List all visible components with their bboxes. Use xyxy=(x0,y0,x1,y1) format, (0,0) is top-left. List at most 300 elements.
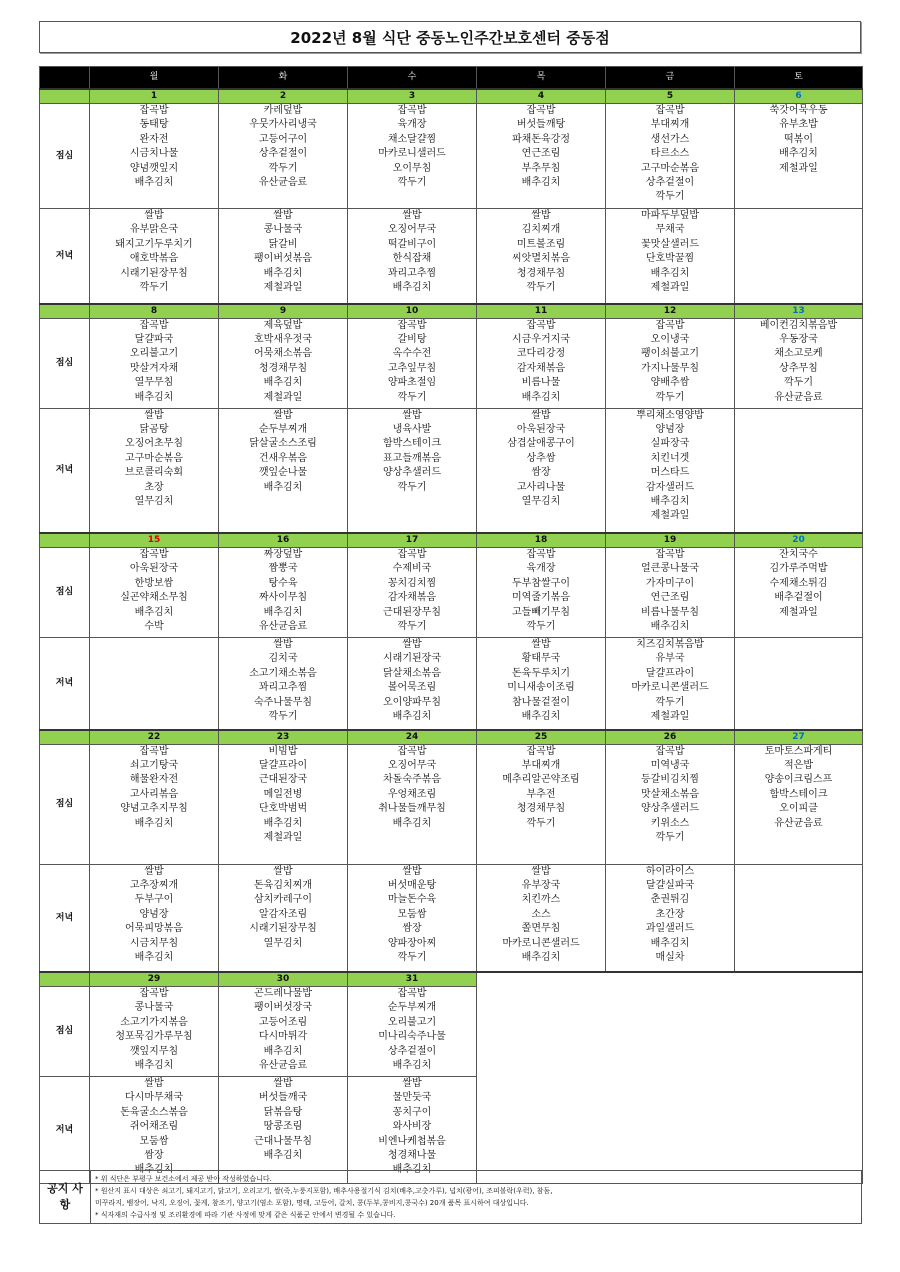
notice-line: * 원산지 표시 대상은 쇠고기, 돼지고기, 닭고기, 오리고기, 쌀(죽,누룽지포함), 배추사용절기식 김치(배추,고춧가루), 넙치(광어), 조피볼락(우럭), 참돔, xyxy=(95,1187,553,1195)
dinner-menu-cell xyxy=(219,638,348,730)
menu-item: 쌀밥 xyxy=(402,210,422,221)
menu-item: 깍두기 xyxy=(526,621,556,633)
menu-item: 제철과일 xyxy=(779,162,818,174)
menu-item: 깍두기 xyxy=(397,951,427,963)
date-cell: 26 xyxy=(606,730,735,745)
menu-item: 제철과일 xyxy=(650,282,690,294)
lunch-menu-cell xyxy=(606,548,735,638)
menu-item: 콩나물국 xyxy=(134,1002,174,1014)
menu-item: 청경채무침 xyxy=(516,267,566,279)
menu-item: 쌀밥 xyxy=(402,409,422,421)
menu-item: 상추무침 xyxy=(779,362,818,374)
menu-item: 두부구이 xyxy=(134,894,174,906)
menu-item: 미나리숙주나물 xyxy=(378,1031,446,1043)
menu-item: 깍두기 xyxy=(397,177,427,189)
menu-item: 꽁치구이 xyxy=(392,1106,432,1118)
menu-item: 콩나물국 xyxy=(263,224,303,236)
menu-item: 유산균음료 xyxy=(258,621,308,633)
menu-item: 깍두기 xyxy=(526,282,556,294)
dinner-menu-cell xyxy=(477,408,606,533)
menu-item: 깻잎순나물 xyxy=(258,467,308,479)
menu-item: 팽이쇠불고기 xyxy=(641,348,699,360)
menu-item: 함박스테이크 xyxy=(769,788,828,800)
menu-item: 떡볶이 xyxy=(784,133,813,145)
menu-item: 비름나물무침 xyxy=(641,606,699,618)
menu-item: 유부맑은국 xyxy=(129,224,179,236)
dinner-menu-cell xyxy=(735,864,863,972)
date-cell: 29 xyxy=(90,972,219,987)
dinner-menu-cell xyxy=(348,1077,477,1184)
menu-item: 단호박범벅 xyxy=(258,803,308,815)
menu-item: 배추김치 xyxy=(134,817,174,829)
menu-item: 잡곡밥 xyxy=(397,549,427,560)
menu-table xyxy=(39,66,863,1184)
menu-item: 잡곡밥 xyxy=(139,319,169,331)
lunch-menu-cell xyxy=(735,744,863,864)
menu-item: 맛살겨자채 xyxy=(129,362,179,374)
menu-item: 채소고로케 xyxy=(774,348,823,360)
menu-item: 상추쌈 xyxy=(526,452,556,464)
menu-item: 타르소스 xyxy=(650,148,690,160)
menu-item: 베이컨김치볶음밥 xyxy=(759,319,838,331)
menu-item: 잡곡밥 xyxy=(139,105,169,116)
menu-item: 닭살굴소스조림 xyxy=(249,438,317,450)
menu-item: 연근조림 xyxy=(650,592,690,604)
menu-item: 팽이버섯장국 xyxy=(254,1002,312,1014)
lunch-menu-cell xyxy=(348,104,477,209)
menu-item: 유산균음료 xyxy=(774,817,823,829)
menu-item: 배추김치 xyxy=(521,951,561,963)
menu-item: 쌀밥 xyxy=(273,639,293,650)
dinner-menu-cell xyxy=(606,864,735,972)
menu-item: 마늘돈수육 xyxy=(387,894,437,906)
menu-item: 고구마순볶음 xyxy=(641,162,699,174)
menu-item: 우뭇가사리냉국 xyxy=(249,119,317,131)
menu-item: 오이무침 xyxy=(392,162,432,174)
menu-item: 마카로니콘샐러드 xyxy=(631,682,709,694)
menu-item: 메추리알곤약조림 xyxy=(502,774,580,786)
menu-item: 양파장아찌 xyxy=(387,937,437,949)
menu-item: 배추겉절이 xyxy=(774,592,823,604)
dinner-label: 저녁 xyxy=(40,864,90,972)
menu-item: 잡곡밥 xyxy=(139,988,169,999)
menu-item: 제철과일 xyxy=(650,510,690,522)
menu-item: 상추겉절이 xyxy=(258,148,308,160)
lunch-menu-cell xyxy=(735,548,863,638)
menu-item: 치킨너겟 xyxy=(650,452,690,464)
menu-item: 상추겉절이 xyxy=(387,1045,437,1057)
menu-item: 가자미구이 xyxy=(645,577,695,589)
menu-item: 와사비장 xyxy=(392,1121,432,1133)
lunch-menu-cell xyxy=(348,987,477,1077)
dinner-menu-cell xyxy=(606,408,735,533)
lunch-menu-cell xyxy=(219,744,348,864)
menu-item: 실파장국 xyxy=(650,438,690,450)
menu-item: 한방보쌈 xyxy=(134,577,174,589)
menu-item: 유산균음료 xyxy=(774,391,823,403)
menu-item: 제철과일 xyxy=(263,391,303,403)
menu-item: 김치찌개 xyxy=(521,224,561,236)
header-corner xyxy=(40,67,90,90)
menu-item: 근대된장무침 xyxy=(383,606,441,618)
menu-item: 고사리나물 xyxy=(516,481,566,493)
menu-item: 깍두기 xyxy=(655,391,685,403)
menu-item: 마카로니샐러드 xyxy=(378,148,446,160)
date-cell: 12 xyxy=(606,304,735,319)
date-row-label-cell xyxy=(40,89,90,104)
menu-item: 등갈비김치찜 xyxy=(641,774,699,786)
menu-item: 양념장 xyxy=(139,908,169,920)
menu-item: 연근조림 xyxy=(521,148,561,160)
menu-item: 토마토스파게티 xyxy=(764,745,833,757)
menu-item: 배추김치 xyxy=(779,148,818,160)
date-cell: 4 xyxy=(477,89,606,104)
menu-item: 육개장 xyxy=(397,119,427,131)
menu-item: 달걀프라이 xyxy=(645,667,695,679)
menu-item: 알감자조림 xyxy=(258,908,308,920)
menu-item: 탕수육 xyxy=(268,577,298,589)
menu-item: 해물완자전 xyxy=(129,774,179,786)
dinner-menu-cell xyxy=(219,408,348,533)
menu-item: 소고기채소볶음 xyxy=(249,667,317,679)
weekday-header: 수 xyxy=(348,67,477,90)
date-cell: 16 xyxy=(219,533,348,548)
menu-item: 초간장 xyxy=(655,908,685,920)
date-cell: 22 xyxy=(90,730,219,745)
menu-item: 참나물겉절이 xyxy=(512,696,570,708)
date-row xyxy=(40,89,863,104)
dinner-menu-cell xyxy=(348,408,477,533)
menu-item: 쌀밥 xyxy=(144,865,164,877)
menu-item: 황태무국 xyxy=(521,653,561,665)
menu-item: 시래기된장국 xyxy=(383,653,441,665)
menu-item: 쌀밥 xyxy=(402,865,422,877)
dinner-menu-cell xyxy=(735,638,863,730)
lunch-row xyxy=(40,548,863,638)
lunch-menu-cell xyxy=(735,318,863,408)
menu-item: 육개장 xyxy=(526,563,556,575)
menu-item: 양상추샐러드 xyxy=(383,467,441,479)
menu-item: 오이양파무침 xyxy=(383,696,441,708)
menu-item: 시금치나물 xyxy=(129,148,179,160)
menu-item: 비름나물 xyxy=(521,377,561,389)
menu-item: 고들빼기무침 xyxy=(512,606,570,618)
menu-item: 양념깻잎지 xyxy=(129,162,179,174)
menu-item: 배추김치 xyxy=(263,377,303,389)
menu-item: 차돌숙주볶음 xyxy=(383,774,441,786)
menu-item: 깍두기 xyxy=(397,621,427,633)
menu-item: 배추김치 xyxy=(134,606,174,618)
menu-item: 배추김치 xyxy=(650,267,690,279)
menu-item: 한식잡채 xyxy=(392,253,432,265)
menu-item: 청포묵김가루무침 xyxy=(115,1031,193,1043)
menu-item: 고구마순볶음 xyxy=(125,452,183,464)
dinner-menu-cell xyxy=(606,638,735,730)
menu-item: 유산균음료 xyxy=(258,177,308,189)
menu-item: 갈비탕 xyxy=(397,333,427,345)
menu-item: 배추김치 xyxy=(134,1060,174,1072)
page-title: 2022년 8월 식단 중동노인주간보호센터 중동점 xyxy=(39,21,861,53)
menu-item: 유부초밥 xyxy=(779,119,818,131)
menu-item: 쥐어채조림 xyxy=(129,1121,179,1133)
date-cell: 23 xyxy=(219,730,348,745)
menu-item: 꽈리고추찜 xyxy=(387,267,437,279)
menu-item: 쫄면무침 xyxy=(521,923,561,935)
date-cell: 10 xyxy=(348,304,477,319)
weekday-header: 화 xyxy=(219,67,348,90)
menu-item: 우엉채조림 xyxy=(387,788,437,800)
menu-item: 삼겹살애콩구이 xyxy=(507,438,575,450)
menu-item: 과일샐러드 xyxy=(645,923,695,935)
notice-line: 미꾸라지, 뱀장어, 낙지, 오징어, 꽃게, 참조기, 양고기(염소 포함), 명태, 고등어, 갈치, 콩(두부,콩비지,콩국수) 20개 품목 표시하여 대상입니다. xyxy=(95,1199,529,1207)
menu-item: 완자전 xyxy=(139,133,169,145)
menu-item: 유부국 xyxy=(655,653,685,665)
menu-item: 잡곡밥 xyxy=(526,745,556,757)
dinner-label: 저녁 xyxy=(40,209,90,304)
menu-item: 잡곡밥 xyxy=(655,745,685,757)
menu-item: 쌀밥 xyxy=(402,1078,422,1089)
lunch-menu-cell xyxy=(477,318,606,408)
menu-item: 팽이버섯볶음 xyxy=(254,253,312,265)
menu-item: 제육덮밥 xyxy=(263,319,303,331)
menu-item: 제철과일 xyxy=(263,831,303,843)
date-row-label-cell xyxy=(40,533,90,548)
weekday-header-row xyxy=(40,67,863,90)
empty-area xyxy=(477,972,863,1184)
menu-item: 우동장국 xyxy=(779,333,818,345)
menu-item: 감자채볶음 xyxy=(516,362,566,374)
date-row-label-cell xyxy=(40,972,90,987)
menu-item: 배추김치 xyxy=(392,817,432,829)
menu-item: 동태탕 xyxy=(139,119,169,131)
menu-item: 고추잎무침 xyxy=(387,362,437,374)
dinner-row xyxy=(40,864,863,972)
menu-item: 김가루주먹밥 xyxy=(769,563,828,575)
dinner-menu-cell xyxy=(348,638,477,730)
menu-item: 코다리강정 xyxy=(516,348,566,360)
dinner-menu-cell xyxy=(735,209,863,304)
menu-item: 제철과일 xyxy=(650,711,690,723)
menu-item: 깍두기 xyxy=(397,391,427,403)
date-cell: 11 xyxy=(477,304,606,319)
menu-item: 깻잎지무침 xyxy=(129,1045,179,1057)
dinner-menu-cell xyxy=(606,209,735,304)
menu-item: 냉육사발 xyxy=(392,423,432,435)
menu-item: 잡곡밥 xyxy=(139,549,169,560)
menu-item: 땅콩조림 xyxy=(263,1121,303,1133)
dinner-menu-cell xyxy=(90,864,219,972)
menu-item: 오이냉국 xyxy=(650,333,690,345)
menu-item: 닭살채소볶음 xyxy=(383,667,441,679)
menu-item: 표고들깨볶음 xyxy=(383,452,441,464)
date-cell: 3 xyxy=(348,89,477,104)
menu-item: 아욱된장국 xyxy=(516,423,566,435)
menu-item: 배추김치 xyxy=(134,951,174,963)
menu-item: 유산균음료 xyxy=(258,1060,308,1072)
menu-item: 단호박꿀찜 xyxy=(645,253,695,265)
date-cell: 6 xyxy=(735,89,863,104)
menu-item: 삼치카레구이 xyxy=(254,894,312,906)
menu-item: 모둠쌈 xyxy=(139,1135,169,1147)
dinner-menu-cell xyxy=(477,638,606,730)
dinner-menu-cell xyxy=(477,864,606,972)
menu-item: 배추김치 xyxy=(392,1060,432,1072)
date-row xyxy=(40,533,863,548)
date-cell: 27 xyxy=(735,730,863,745)
menu-item: 시래기된장무침 xyxy=(249,923,317,935)
menu-item: 수제채소튀김 xyxy=(769,577,828,589)
menu-item: 파채돈육강정 xyxy=(512,133,570,145)
menu-item: 달걀프라이 xyxy=(258,759,308,771)
dinner-menu-cell xyxy=(735,408,863,533)
date-cell: 1 xyxy=(90,89,219,104)
menu-item: 쌀밥 xyxy=(531,409,551,421)
menu-item: 잡곡밥 xyxy=(397,319,427,331)
menu-item: 미니새송이조림 xyxy=(507,682,575,694)
menu-item: 닭갈비 xyxy=(268,238,298,250)
menu-item: 깍두기 xyxy=(526,817,556,829)
menu-item: 쌀밥 xyxy=(273,865,293,877)
menu-item: 함박스테이크 xyxy=(383,438,441,450)
menu-item: 하이라이스 xyxy=(645,865,695,877)
lunch-menu-cell xyxy=(90,744,219,864)
dinner-menu-cell xyxy=(90,209,219,304)
date-cell: 19 xyxy=(606,533,735,548)
menu-item: 고추장찌개 xyxy=(129,879,179,891)
menu-item: 돈육두루치기 xyxy=(512,667,570,679)
menu-item: 잡곡밥 xyxy=(526,319,556,331)
menu-item: 배추김치 xyxy=(263,1150,303,1162)
dinner-label: 저녁 xyxy=(40,1077,90,1184)
menu-item: 마카로니콘샐러드 xyxy=(502,937,580,949)
menu-item: 쌀밥 xyxy=(144,210,164,221)
menu-item: 배추김치 xyxy=(134,391,174,403)
date-cell: 8 xyxy=(90,304,219,319)
menu-item: 다시마무채국 xyxy=(125,1092,183,1104)
dinner-menu-cell xyxy=(90,1077,219,1184)
lunch-label: 점심 xyxy=(40,318,90,408)
menu-item: 제철과일 xyxy=(779,606,818,618)
dinner-menu-cell xyxy=(219,864,348,972)
date-cell: 30 xyxy=(219,972,348,987)
lunch-label: 점심 xyxy=(40,744,90,864)
menu-item: 청경채무침 xyxy=(516,803,566,815)
dinner-row xyxy=(40,638,863,730)
menu-item: 오징어초무침 xyxy=(125,438,183,450)
lunch-row xyxy=(40,318,863,408)
menu-item: 부추무침 xyxy=(521,162,561,174)
menu-item: 배추김치 xyxy=(650,937,690,949)
menu-item: 생선가스 xyxy=(650,133,690,145)
menu-item: 깍두기 xyxy=(397,481,427,493)
menu-item: 소고기가지볶음 xyxy=(120,1016,188,1028)
menu-item: 깍두기 xyxy=(784,377,813,389)
menu-item: 상추겉절이 xyxy=(645,177,695,189)
menu-item: 고등어구이 xyxy=(258,133,308,145)
menu-item: 잡곡밥 xyxy=(526,105,556,116)
menu-item: 오징어무국 xyxy=(387,759,437,771)
menu-item: 미역냉국 xyxy=(650,759,690,771)
menu-item: 취나물들깨무침 xyxy=(378,803,446,815)
menu-item: 머스타드 xyxy=(650,467,690,479)
menu-item: 깍두기 xyxy=(655,831,685,843)
date-cell: 2 xyxy=(219,89,348,104)
menu-item: 배추김치 xyxy=(134,177,174,189)
menu-item: 쑥갓어묵우동 xyxy=(769,105,828,116)
menu-item: 쌀밥 xyxy=(144,409,164,421)
menu-item: 마파두부덮밥 xyxy=(641,210,699,221)
menu-item: 오리불고기 xyxy=(129,348,179,360)
menu-item: 양념장 xyxy=(655,423,685,435)
menu-item: 잔치국수 xyxy=(779,549,818,560)
lunch-menu-cell xyxy=(735,104,863,209)
menu-item: 어묵피망볶음 xyxy=(125,923,183,935)
menu-item: 쌀밥 xyxy=(531,639,551,650)
menu-item: 꽈리고추찜 xyxy=(258,682,308,694)
menu-item: 적은밥 xyxy=(784,759,813,771)
menu-item: 잡곡밥 xyxy=(397,745,427,757)
weekday-header: 금 xyxy=(606,67,735,90)
menu-item: 잡곡밥 xyxy=(139,745,169,757)
menu-item: 키위소스 xyxy=(650,817,690,829)
lunch-label: 점심 xyxy=(40,987,90,1077)
lunch-menu-cell xyxy=(606,318,735,408)
menu-item: 미역줄기볶음 xyxy=(512,592,570,604)
lunch-menu-cell xyxy=(606,744,735,864)
menu-item: 배추김치 xyxy=(650,621,690,633)
dinner-menu-cell xyxy=(219,1077,348,1184)
lunch-menu-cell xyxy=(348,744,477,864)
menu-item: 양파초절임 xyxy=(387,377,437,389)
menu-item: 시금우거지국 xyxy=(512,333,570,345)
menu-item: 가지나물무침 xyxy=(641,362,699,374)
date-row xyxy=(40,972,863,987)
menu-item: 양송이크림스프 xyxy=(764,774,833,786)
menu-item: 배추김치 xyxy=(263,267,303,279)
menu-item: 근대된장국 xyxy=(258,774,308,786)
menu-item: 열무김치 xyxy=(134,495,174,507)
menu-item: 오이피클 xyxy=(779,803,818,815)
menu-item: 잡곡밥 xyxy=(655,105,685,116)
menu-item: 닭곰탕 xyxy=(139,423,169,435)
lunch-row xyxy=(40,744,863,864)
menu-item: 실곤약채소무침 xyxy=(120,592,188,604)
menu-item: 쌈장 xyxy=(144,1150,164,1162)
menu-item: 씨앗멸치볶음 xyxy=(512,253,570,265)
menu-item: 배추김치 xyxy=(392,1164,432,1176)
menu-item: 춘권튀김 xyxy=(650,894,690,906)
dinner-menu-cell xyxy=(90,638,219,730)
notice-label: 공지 사항 xyxy=(40,1171,91,1224)
menu-item: 꽁치김치찜 xyxy=(387,577,437,589)
menu-item: 부대찌개 xyxy=(521,759,561,771)
menu-item: 배추김치 xyxy=(263,481,303,493)
menu-item: 부대찌개 xyxy=(650,119,690,131)
menu-item: 다시마튀각 xyxy=(258,1031,308,1043)
menu-item: 돈육김치찌개 xyxy=(254,879,312,891)
menu-item: 호박새우젓국 xyxy=(254,333,312,345)
menu-item: 애호박볶음 xyxy=(129,253,179,265)
menu-item: 감자채볶음 xyxy=(387,592,437,604)
dinner-menu-cell xyxy=(348,209,477,304)
menu-item: 깍두기 xyxy=(268,162,298,174)
menu-item: 제철과일 xyxy=(263,282,303,294)
menu-item: 잡곡밥 xyxy=(397,105,427,116)
menu-item: 열무무침 xyxy=(134,377,174,389)
menu-item: 양념고추지무침 xyxy=(120,803,188,815)
menu-item: 열무김치 xyxy=(521,495,561,507)
menu-item: 버섯들깨탕 xyxy=(516,119,566,131)
